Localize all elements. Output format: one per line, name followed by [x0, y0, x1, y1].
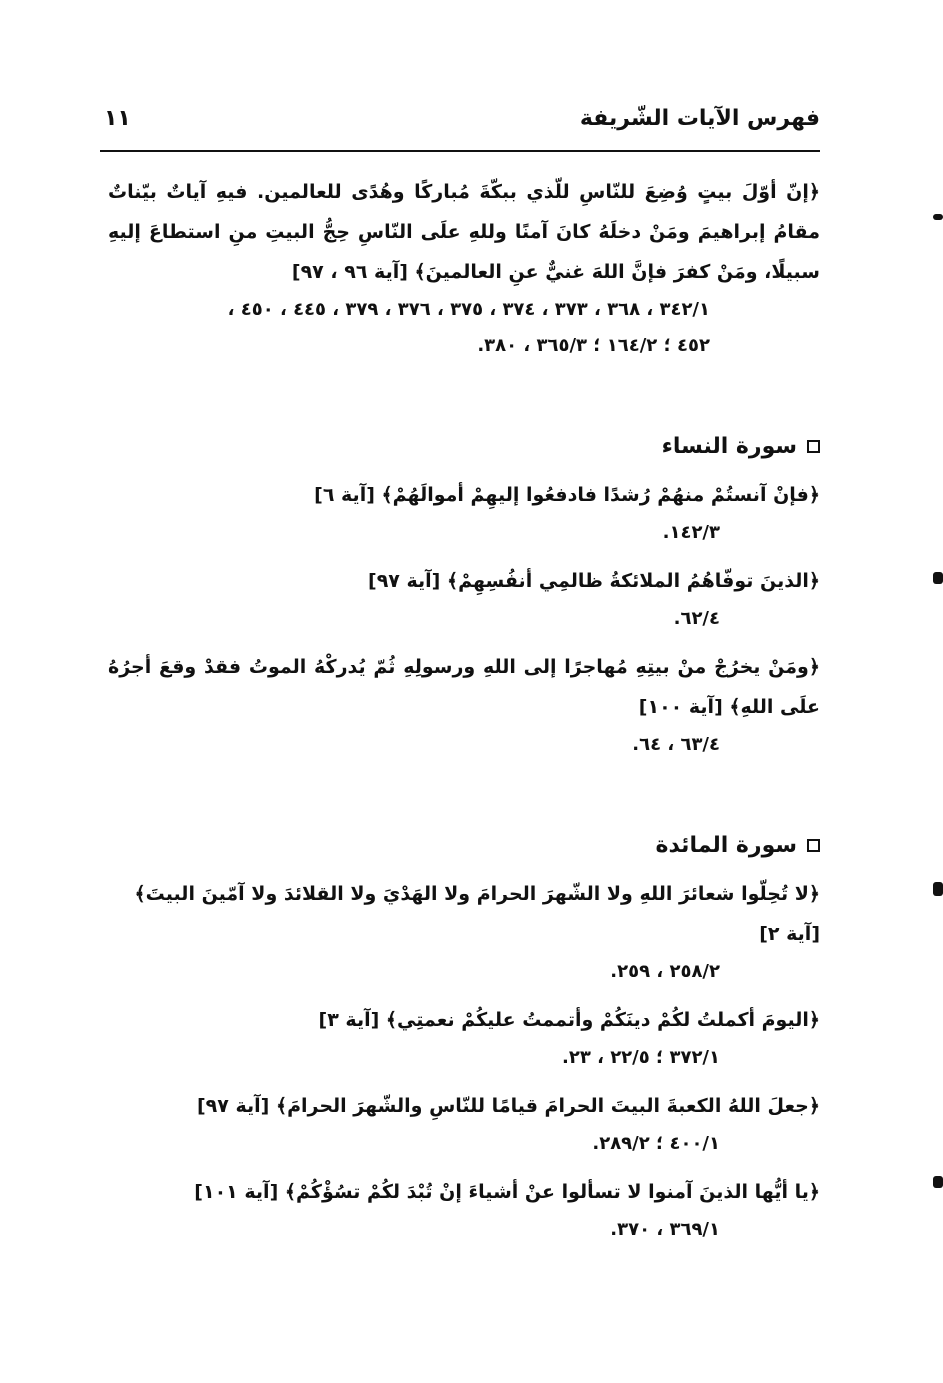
surah-title: سورة المائدة — [655, 833, 797, 858]
square-bullet-icon — [807, 839, 820, 852]
reference-line: ٦٢/٤. — [673, 608, 720, 629]
verse-entry — [108, 561, 820, 637]
index-content — [108, 172, 820, 1258]
verse-text: ﴿جعلَ اللهُ الكعبةَ البيتَ الحرامَ قيامًا للنّاسِ والشّهرَ الحرامَ﴾ [آية ٩٧] — [196, 1095, 820, 1117]
page-title: فهرس الآيات الشّريفة — [579, 106, 820, 131]
page-number: ١١ — [104, 106, 131, 131]
header-rule — [100, 150, 820, 152]
scan-edge-mark — [933, 572, 943, 584]
reference-line: ٤٠٠/١ ؛ ٢٨٩/٢. — [592, 1133, 720, 1154]
reference-line: ١٤٢/٣. — [662, 522, 720, 543]
verse-entry — [108, 475, 820, 551]
verse-text: ﴿إنّ أوّلَ بيتٍ وُضِعَ للنّاسِ للّذي ببكّةَ مُباركًا وهُدًى للعالمين. فيهِ آياتٌ بيّناتٌ مقامُ إبراهيمَ ومَنْ دخلَهُ كانَ آمنًا وللهِ علَى النّاسِ حِجُّ البيتِ منِ استطاعَ إليهِ سبيلًا، ومَنْ كفرَ فإنَّ اللهَ غنيٌّ عنِ العالمينَ﴾ [آية ٩٦ ، ٩٧] — [108, 181, 820, 283]
verse-entry — [108, 874, 820, 990]
reference-line: ٦٣/٤ ، ٦٤. — [632, 734, 720, 755]
surah-title: سورة النساء — [661, 434, 797, 459]
verse-entry — [108, 1086, 820, 1162]
reference-line: ٣٤٢/١ ، ٣٦٨ ، ٣٧٣ ، ٣٧٤ ، ٣٧٥ ، ٣٧٦ ، ٣٧٩ ، ٤٤٥ ، ٤٥٠ ، — [227, 299, 710, 320]
verse-entry — [108, 1172, 820, 1248]
surah-heading — [108, 434, 820, 459]
verse-entry — [108, 647, 820, 763]
reference-line: ٣٦٩/١ ، ٣٧٠. — [610, 1219, 720, 1240]
reference-line: ٣٧٢/١ ؛ ٢٢/٥ ، ٢٣. — [561, 1047, 720, 1068]
scan-edge-mark — [933, 882, 943, 896]
scan-edge-mark — [933, 214, 943, 220]
surah-heading — [108, 833, 820, 858]
reference-line: ٤٥٢ ؛ ١٦٤/٢ ؛ ٣٦٥/٣ ، ٣٨٠. — [477, 335, 710, 356]
verse-text: ﴿يا أيُّها الذينَ آمنوا لا تسألوا عنْ أشياءَ إنْ تُبْدَ لكُمْ تسُؤْكُمْ﴾ [آية ١٠١] — [194, 1181, 820, 1203]
verse-text: ﴿لا تُحِلّوا شعائرَ اللهِ ولا الشّهرَ الحرامَ ولا الهَدْيَ ولا القلائدَ ولا آمّينَ البيتَ﴾ [آية ٢] — [134, 883, 820, 945]
verse-entry — [108, 172, 820, 364]
verse-entry — [108, 1000, 820, 1076]
page-header — [100, 104, 820, 150]
verse-text: ﴿الذينَ توفّاهُمُ الملائكةُ ظالمِي أنفُسِهِمْ﴾ [آية ٩٧] — [368, 570, 820, 592]
verse-text: ﴿اليومَ أكملتُ لكُمْ دينَكُمْ وأتممتُ عليكُمْ نعمتِي﴾ [آية ٣] — [318, 1009, 820, 1031]
scan-edge-mark — [933, 1176, 943, 1188]
square-bullet-icon — [807, 440, 820, 453]
verse-text: ﴿فإنْ آنستُمْ منهُمْ رُشدًا فادفعُوا إليهِمْ أموالَهُمْ﴾ [آية ٦] — [314, 484, 820, 506]
reference-line: ٢٥٨/٢ ، ٢٥٩. — [610, 961, 720, 982]
verse-text: ﴿ومَنْ يخرُجْ منْ بيتِهِ مُهاجرًا إلى اللهِ ورسولِهِ ثُمّ يُدركْهُ الموتُ فقدْ وقعَ أجرُهُ علَى اللهِ﴾ [آية ١٠٠] — [108, 656, 820, 718]
